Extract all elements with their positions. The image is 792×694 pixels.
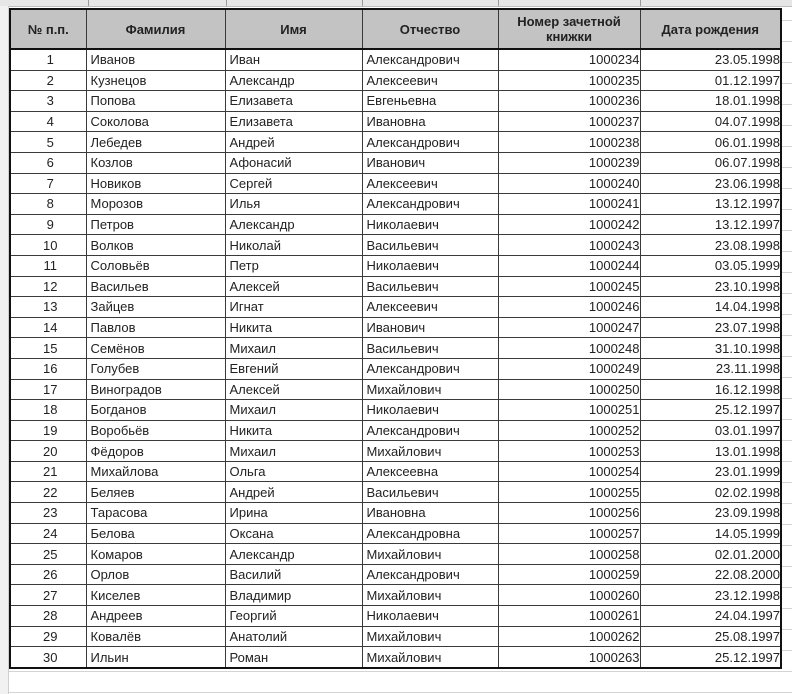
cell-patronymic[interactable]: Александровна bbox=[362, 523, 498, 544]
cell-num[interactable]: 15 bbox=[10, 338, 86, 359]
cell-patronymic[interactable]: Михайлович bbox=[362, 441, 498, 462]
cell-book-number[interactable]: 1000237 bbox=[498, 111, 640, 132]
cell-num[interactable]: 13 bbox=[10, 297, 86, 318]
cell-name[interactable]: Евгений bbox=[225, 358, 362, 379]
cell-num[interactable]: 3 bbox=[10, 91, 86, 112]
cell-birth-date[interactable]: 25.12.1997 bbox=[640, 400, 781, 421]
cell-surname[interactable]: Петров bbox=[86, 214, 225, 235]
cell-num[interactable]: 19 bbox=[10, 420, 86, 441]
cell-book-number[interactable]: 1000238 bbox=[498, 132, 640, 153]
table-row bbox=[10, 132, 781, 153]
cell-patronymic[interactable]: Николаевич bbox=[362, 214, 498, 235]
cell-book-number[interactable]: 1000256 bbox=[498, 503, 640, 524]
cell-surname[interactable]: Лебедев bbox=[86, 132, 225, 153]
cell-book-number[interactable]: 1000254 bbox=[498, 461, 640, 482]
table-row bbox=[10, 255, 781, 276]
table-body bbox=[10, 49, 781, 668]
cell-surname[interactable]: Богданов bbox=[86, 400, 225, 421]
header-num[interactable]: № п.п. bbox=[10, 9, 86, 49]
cell-birth-date[interactable]: 23.08.1998 bbox=[640, 235, 781, 256]
table-row bbox=[10, 91, 781, 112]
table-row bbox=[10, 400, 781, 421]
cell-birth-date[interactable]: 31.10.1998 bbox=[640, 338, 781, 359]
cell-patronymic[interactable]: Михайлович bbox=[362, 647, 498, 668]
cell-book-number[interactable]: 1000255 bbox=[498, 482, 640, 503]
cell-name[interactable]: Ирина bbox=[225, 503, 362, 524]
cell-book-number[interactable]: 1000241 bbox=[498, 194, 640, 215]
cell-name[interactable]: Илья bbox=[225, 194, 362, 215]
table-row bbox=[10, 49, 781, 70]
cell-birth-date[interactable]: 13.12.1997 bbox=[640, 194, 781, 215]
table-row bbox=[10, 544, 781, 565]
cell-patronymic[interactable]: Васильевич bbox=[362, 338, 498, 359]
cell-book-number[interactable]: 1000245 bbox=[498, 276, 640, 297]
table-row bbox=[10, 482, 781, 503]
column-header-strip bbox=[0, 0, 792, 7]
cell-surname[interactable]: Орлов bbox=[86, 564, 225, 585]
cell-name[interactable]: Ольга bbox=[225, 461, 362, 482]
cell-name[interactable]: Михаил bbox=[225, 441, 362, 462]
cell-name[interactable]: Владимир bbox=[225, 585, 362, 606]
cell-birth-date[interactable]: 25.12.1997 bbox=[640, 647, 781, 668]
cell-birth-date[interactable]: 06.01.1998 bbox=[640, 132, 781, 153]
cell-patronymic[interactable]: Михайлович bbox=[362, 379, 498, 400]
cell-name[interactable]: Михаил bbox=[225, 338, 362, 359]
header-book-number[interactable]: Номер зачетной книжки bbox=[498, 9, 640, 49]
cell-num[interactable]: 26 bbox=[10, 564, 86, 585]
cell-book-number[interactable]: 1000251 bbox=[498, 400, 640, 421]
cell-book-number[interactable]: 1000253 bbox=[498, 441, 640, 462]
cell-book-number[interactable]: 1000250 bbox=[498, 379, 640, 400]
table-row bbox=[10, 606, 781, 627]
cell-surname[interactable]: Павлов bbox=[86, 317, 225, 338]
cell-surname[interactable]: Беляев bbox=[86, 482, 225, 503]
cell-patronymic[interactable]: Александрович bbox=[362, 358, 498, 379]
table-row bbox=[10, 111, 781, 132]
cell-num[interactable]: 23 bbox=[10, 503, 86, 524]
table-row bbox=[10, 194, 781, 215]
cell-name[interactable]: Алексей bbox=[225, 276, 362, 297]
cell-birth-date[interactable]: 24.04.1997 bbox=[640, 606, 781, 627]
cell-name[interactable]: Андрей bbox=[225, 482, 362, 503]
cell-patronymic[interactable]: Алексеевич bbox=[362, 297, 498, 318]
cell-num[interactable]: 24 bbox=[10, 523, 86, 544]
cell-surname[interactable]: Морозов bbox=[86, 194, 225, 215]
cell-birth-date[interactable]: 23.06.1998 bbox=[640, 173, 781, 194]
table-row bbox=[10, 214, 781, 235]
table-row bbox=[10, 152, 781, 173]
cell-book-number[interactable]: 1000242 bbox=[498, 214, 640, 235]
cell-surname[interactable]: Кузнецов bbox=[86, 70, 225, 91]
cell-num[interactable]: 2 bbox=[10, 70, 86, 91]
cell-book-number[interactable]: 1000258 bbox=[498, 544, 640, 565]
cell-num[interactable]: 6 bbox=[10, 152, 86, 173]
cell-num[interactable]: 27 bbox=[10, 585, 86, 606]
table-row bbox=[10, 235, 781, 256]
table-row bbox=[10, 461, 781, 482]
table-row bbox=[10, 523, 781, 544]
cell-patronymic[interactable]: Михайлович bbox=[362, 626, 498, 647]
cell-surname[interactable]: Ковалёв bbox=[86, 626, 225, 647]
table-row bbox=[10, 379, 781, 400]
cell-book-number[interactable]: 1000240 bbox=[498, 173, 640, 194]
cell-surname[interactable]: Тарасова bbox=[86, 503, 225, 524]
cell-patronymic[interactable]: Михайлович bbox=[362, 585, 498, 606]
header-surname[interactable]: Фамилия bbox=[86, 9, 225, 49]
cell-name[interactable]: Елизавета bbox=[225, 111, 362, 132]
cell-name[interactable]: Афонасий bbox=[225, 152, 362, 173]
table-row bbox=[10, 317, 781, 338]
cell-birth-date[interactable]: 03.05.1999 bbox=[640, 255, 781, 276]
cell-patronymic[interactable]: Ивановна bbox=[362, 111, 498, 132]
cell-name[interactable]: Елизавета bbox=[225, 91, 362, 112]
cell-birth-date[interactable]: 23.09.1998 bbox=[640, 503, 781, 524]
cell-num[interactable]: 5 bbox=[10, 132, 86, 153]
cell-name[interactable]: Иван bbox=[225, 49, 362, 70]
cell-birth-date[interactable]: 18.01.1998 bbox=[640, 91, 781, 112]
cell-name[interactable]: Андрей bbox=[225, 132, 362, 153]
cell-book-number[interactable]: 1000257 bbox=[498, 523, 640, 544]
cell-surname[interactable]: Попова bbox=[86, 91, 225, 112]
cell-patronymic[interactable]: Николаевич bbox=[362, 400, 498, 421]
cell-num[interactable]: 11 bbox=[10, 255, 86, 276]
cell-birth-date[interactable]: 01.12.1997 bbox=[640, 70, 781, 91]
cell-patronymic[interactable]: Александрович bbox=[362, 132, 498, 153]
table-row bbox=[10, 420, 781, 441]
cell-name[interactable]: Николай bbox=[225, 235, 362, 256]
cell-surname[interactable]: Комаров bbox=[86, 544, 225, 565]
cell-patronymic[interactable]: Васильевич bbox=[362, 235, 498, 256]
cell-book-number[interactable]: 1000262 bbox=[498, 626, 640, 647]
cell-birth-date[interactable]: 04.07.1998 bbox=[640, 111, 781, 132]
cell-surname[interactable]: Семёнов bbox=[86, 338, 225, 359]
cell-num[interactable]: 14 bbox=[10, 317, 86, 338]
cell-book-number[interactable]: 1000234 bbox=[498, 49, 640, 70]
cell-name[interactable]: Александр bbox=[225, 70, 362, 91]
table-row bbox=[10, 70, 781, 91]
cell-num[interactable]: 30 bbox=[10, 647, 86, 668]
cell-name[interactable]: Оксана bbox=[225, 523, 362, 544]
table-row bbox=[10, 297, 781, 318]
cell-birth-date[interactable]: 13.12.1997 bbox=[640, 214, 781, 235]
cell-patronymic[interactable]: Николаевич bbox=[362, 606, 498, 627]
cell-surname[interactable]: Соловьёв bbox=[86, 255, 225, 276]
cell-num[interactable]: 18 bbox=[10, 400, 86, 421]
cell-birth-date[interactable]: 23.12.1998 bbox=[640, 585, 781, 606]
cell-patronymic[interactable]: Васильевич bbox=[362, 482, 498, 503]
cell-name[interactable]: Игнат bbox=[225, 297, 362, 318]
cell-patronymic[interactable]: Алексеевна bbox=[362, 461, 498, 482]
cell-book-number[interactable]: 1000246 bbox=[498, 297, 640, 318]
cell-birth-date[interactable]: 14.05.1999 bbox=[640, 523, 781, 544]
header-name[interactable]: Имя bbox=[225, 9, 362, 49]
cell-birth-date[interactable]: 13.01.1998 bbox=[640, 441, 781, 462]
cell-patronymic[interactable]: Ивановна bbox=[362, 503, 498, 524]
cell-num[interactable]: 25 bbox=[10, 544, 86, 565]
cell-surname[interactable]: Киселев bbox=[86, 585, 225, 606]
cell-surname[interactable]: Новиков bbox=[86, 173, 225, 194]
cell-book-number[interactable]: 1000263 bbox=[498, 647, 640, 668]
cell-patronymic[interactable]: Васильевич bbox=[362, 276, 498, 297]
cell-name[interactable]: Роман bbox=[225, 647, 362, 668]
cell-num[interactable]: 7 bbox=[10, 173, 86, 194]
cell-book-number[interactable]: 1000261 bbox=[498, 606, 640, 627]
cell-birth-date[interactable]: 23.11.1998 bbox=[640, 358, 781, 379]
cell-name[interactable]: Никита bbox=[225, 420, 362, 441]
table-row bbox=[10, 441, 781, 462]
cell-patronymic[interactable]: Иванович bbox=[362, 317, 498, 338]
cell-book-number[interactable]: 1000244 bbox=[498, 255, 640, 276]
cell-surname[interactable]: Иванов bbox=[86, 49, 225, 70]
table-row bbox=[10, 338, 781, 359]
cell-surname[interactable]: Козлов bbox=[86, 152, 225, 173]
cell-surname[interactable]: Белова bbox=[86, 523, 225, 544]
cell-patronymic[interactable]: Алексеевич bbox=[362, 173, 498, 194]
cell-patronymic[interactable]: Михайлович bbox=[362, 544, 498, 565]
cell-patronymic[interactable]: Алексеевич bbox=[362, 70, 498, 91]
cell-name[interactable]: Михаил bbox=[225, 400, 362, 421]
cell-surname[interactable]: Михайлова bbox=[86, 461, 225, 482]
cell-book-number[interactable]: 1000239 bbox=[498, 152, 640, 173]
cell-name[interactable]: Петр bbox=[225, 255, 362, 276]
cell-num[interactable]: 10 bbox=[10, 235, 86, 256]
cell-birth-date[interactable]: 23.05.1998 bbox=[640, 49, 781, 70]
cell-num[interactable]: 21 bbox=[10, 461, 86, 482]
cell-birth-date[interactable]: 14.04.1998 bbox=[640, 297, 781, 318]
cell-num[interactable]: 9 bbox=[10, 214, 86, 235]
table-row bbox=[10, 585, 781, 606]
cell-surname[interactable]: Воробьёв bbox=[86, 420, 225, 441]
cell-name[interactable]: Анатолий bbox=[225, 626, 362, 647]
cell-num[interactable]: 17 bbox=[10, 379, 86, 400]
cell-name[interactable]: Александр bbox=[225, 544, 362, 565]
cell-book-number[interactable]: 1000247 bbox=[498, 317, 640, 338]
cell-book-number[interactable]: 1000252 bbox=[498, 420, 640, 441]
cell-name[interactable]: Алексей bbox=[225, 379, 362, 400]
cell-book-number[interactable]: 1000249 bbox=[498, 358, 640, 379]
cell-num[interactable]: 12 bbox=[10, 276, 86, 297]
cell-surname[interactable]: Соколова bbox=[86, 111, 225, 132]
cell-patronymic[interactable]: Иванович bbox=[362, 152, 498, 173]
cell-book-number[interactable]: 1000236 bbox=[498, 91, 640, 112]
cell-patronymic[interactable]: Николаевич bbox=[362, 255, 498, 276]
cell-surname[interactable]: Волков bbox=[86, 235, 225, 256]
cell-book-number[interactable]: 1000259 bbox=[498, 564, 640, 585]
cell-surname[interactable]: Голубев bbox=[86, 358, 225, 379]
cell-book-number[interactable]: 1000243 bbox=[498, 235, 640, 256]
table-row bbox=[10, 503, 781, 524]
cell-birth-date[interactable]: 22.08.2000 bbox=[640, 564, 781, 585]
cell-birth-date[interactable]: 23.07.1998 bbox=[640, 317, 781, 338]
cell-name[interactable]: Георгий bbox=[225, 606, 362, 627]
table-row bbox=[10, 276, 781, 297]
cell-birth-date[interactable]: 06.07.1998 bbox=[640, 152, 781, 173]
cell-birth-date[interactable]: 16.12.1998 bbox=[640, 379, 781, 400]
cell-birth-date[interactable]: 23.01.1999 bbox=[640, 461, 781, 482]
cell-patronymic[interactable]: Александрович bbox=[362, 564, 498, 585]
row-header-strip bbox=[0, 6, 9, 694]
cell-birth-date[interactable]: 02.01.2000 bbox=[640, 544, 781, 565]
cell-name[interactable]: Никита bbox=[225, 317, 362, 338]
cell-birth-date[interactable]: 25.08.1997 bbox=[640, 626, 781, 647]
cell-name[interactable]: Василий bbox=[225, 564, 362, 585]
table-row bbox=[10, 173, 781, 194]
cell-book-number[interactable]: 1000260 bbox=[498, 585, 640, 606]
table-row bbox=[10, 626, 781, 647]
students-table bbox=[9, 8, 782, 669]
cell-book-number[interactable]: 1000248 bbox=[498, 338, 640, 359]
cell-surname[interactable]: Виноградов bbox=[86, 379, 225, 400]
cell-name[interactable]: Александр bbox=[225, 214, 362, 235]
table-row bbox=[10, 358, 781, 379]
cell-num[interactable]: 1 bbox=[10, 49, 86, 70]
cell-birth-date[interactable]: 23.10.1998 bbox=[640, 276, 781, 297]
table-row bbox=[10, 564, 781, 585]
cell-num[interactable]: 28 bbox=[10, 606, 86, 627]
cell-num[interactable]: 22 bbox=[10, 482, 86, 503]
cell-num[interactable]: 20 bbox=[10, 441, 86, 462]
table-row bbox=[10, 647, 781, 668]
header-patronymic[interactable]: Отчество bbox=[362, 9, 498, 49]
cell-num[interactable]: 29 bbox=[10, 626, 86, 647]
cell-surname[interactable]: Васильев bbox=[86, 276, 225, 297]
cell-patronymic[interactable]: Евгеньевна bbox=[362, 91, 498, 112]
cell-surname[interactable]: Зайцев bbox=[86, 297, 225, 318]
header-row bbox=[10, 9, 781, 49]
cell-patronymic[interactable]: Александрович bbox=[362, 420, 498, 441]
cell-birth-date[interactable]: 02.02.1998 bbox=[640, 482, 781, 503]
cell-num[interactable]: 8 bbox=[10, 194, 86, 215]
cell-patronymic[interactable]: Александрович bbox=[362, 194, 498, 215]
cell-name[interactable]: Сергей bbox=[225, 173, 362, 194]
cell-surname[interactable]: Андреев bbox=[86, 606, 225, 627]
header-birth-date[interactable]: Дата рождения bbox=[640, 9, 781, 49]
cell-surname[interactable]: Ильин bbox=[86, 647, 225, 668]
cell-surname[interactable]: Фёдоров bbox=[86, 441, 225, 462]
cell-book-number[interactable]: 1000235 bbox=[498, 70, 640, 91]
cell-birth-date[interactable]: 03.01.1997 bbox=[640, 420, 781, 441]
cell-num[interactable]: 4 bbox=[10, 111, 86, 132]
cell-patronymic[interactable]: Александрович bbox=[362, 49, 498, 70]
cell-num[interactable]: 16 bbox=[10, 358, 86, 379]
